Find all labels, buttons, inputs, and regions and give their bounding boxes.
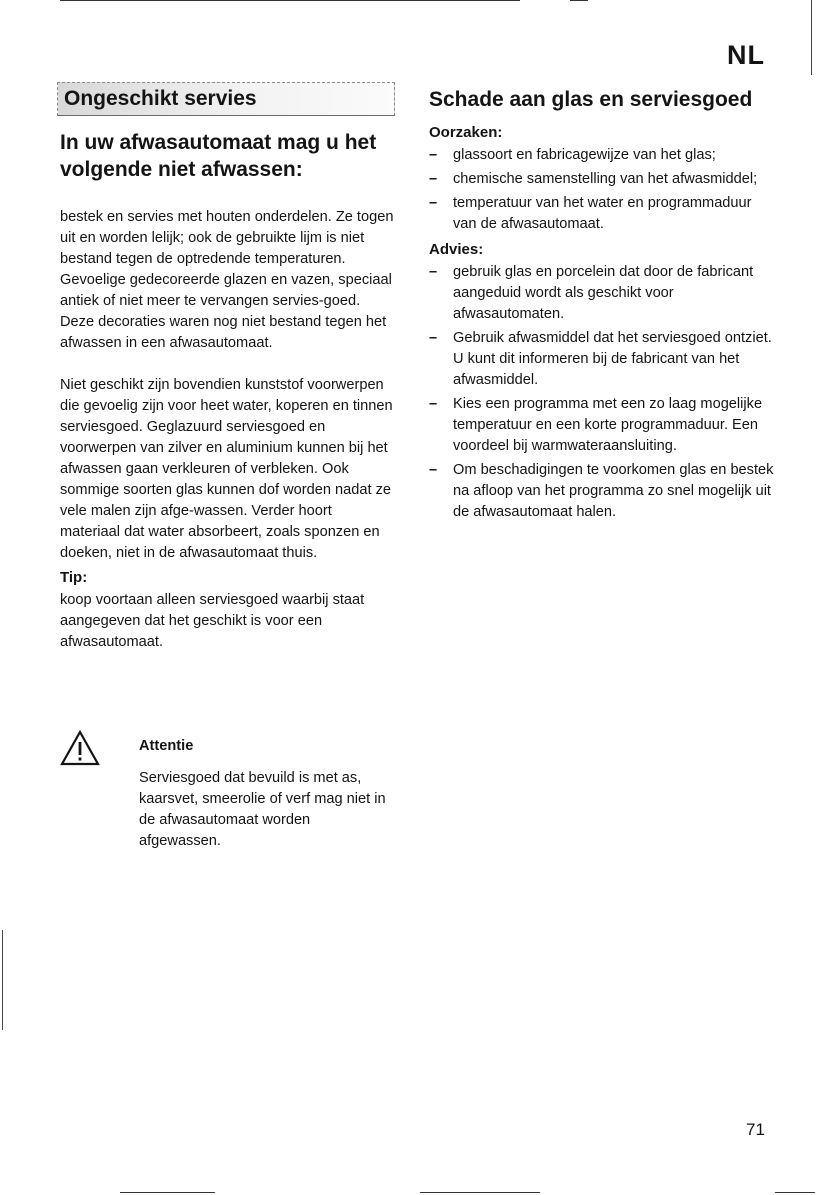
advice-list — [429, 262, 774, 523]
tip-label: Tip: — [60, 569, 88, 586]
list-item-text: temperatuur van het water en programmaduur van de afwasautomaat. — [453, 195, 752, 232]
dash-bullet: – — [429, 396, 438, 412]
list-item — [429, 193, 774, 235]
list-item-text: glassoort en fabricagewijze van het glas; — [453, 147, 716, 163]
dash-bullet: – — [429, 147, 438, 163]
right-heading: Schade aan glas en serviesgoed — [429, 88, 753, 111]
list-item — [429, 460, 774, 523]
paragraph-spacer — [60, 354, 395, 375]
left-column — [60, 129, 395, 653]
warning-title: Attentie — [139, 738, 194, 754]
list-item — [429, 262, 774, 325]
bottom-edge-rule-3 — [775, 1192, 815, 1193]
top-edge-rule — [60, 0, 520, 1]
dash-bullet: – — [429, 462, 438, 478]
dash-bullet: – — [429, 264, 438, 280]
bottom-edge-rule — [120, 1192, 215, 1193]
list-item-text: chemische samenstelling van het afwasmiddel; — [453, 171, 758, 187]
dash-bullet: – — [429, 195, 438, 211]
list-item — [429, 328, 774, 391]
advice-label: Advies: — [429, 241, 484, 258]
section-title: Ongeschikt servies — [64, 87, 257, 110]
page-number: 71 — [746, 1120, 765, 1139]
top-edge-rule-short — [570, 0, 588, 1]
causes-label: Oorzaken: — [429, 124, 503, 141]
dash-bullet: – — [429, 330, 438, 346]
causes-list — [429, 145, 774, 235]
tip-text: koop voortaan alleen serviesgoed waarbij staat aangegeven dat het geschikt is voor een afwasautomaat. — [60, 592, 365, 650]
right-column — [429, 86, 774, 526]
left-heading: In uw afwasautomaat mag u het volgende niet afwassen: — [60, 131, 377, 181]
dash-bullet: – — [429, 171, 438, 187]
left-paragraph-2: Niet geschikt zijn bovendien kunststof voorwerpen die gevoelig zijn voor heet water, koperen en tinnen serviesgoed. Geglazuurd serviesgoed en voorwerpen van zilver en aluminium kunnen bij het afwassen gaan verkleuren of verbleken. Ook sommige soorten glas kunnen dof worden nadat ze vele malen zijn afge-wassen. Verder hoort materiaal dat water absorbeert, zoals sponzen en doeken, niet in de afwasautomaat thuis. — [60, 377, 393, 561]
list-item — [429, 169, 774, 190]
list-item — [429, 145, 774, 166]
list-item-text: Om beschadigingen te voorkomen glas en bestek na afloop van het programma zo snel mogelijk uit de afwasautomaat halen. — [453, 462, 774, 520]
left-edge-line — [2, 930, 3, 1030]
list-item-text: Kies een programma met een zo laag mogelijke temperatuur en een korte programmaduur. Een voordeel bij warmwateraansluiting. — [453, 396, 763, 454]
left-paragraph-1: bestek en servies met houten onderdelen. Ze togen uit en worden lelijk; ook de gebruikte lijm is niet bestand tegen de optredende temperaturen. Gevoelige gedecoreerde glazen en vazen, speciaal antiek of niet meer te vervangen servies-goed. Deze decoraties waren nog niet bestand tegen het afwassen in een afwasautomaat. — [60, 209, 394, 351]
right-edge-line — [811, 0, 812, 75]
bottom-edge-rule-2 — [420, 1192, 540, 1193]
warning-text: Serviesgoed dat bevuild is met as, kaarsvet, smeerolie of verf mag niet in de afwasautomaat worden afgewassen. — [139, 770, 386, 849]
list-item — [429, 394, 774, 457]
language-code: NL — [727, 40, 765, 70]
list-item-text: gebruik glas en porcelein dat door de fabricant aangeduid wordt als geschikt voor afwasautomaten. — [453, 264, 754, 322]
list-item-text: Gebruik afwasmiddel dat het serviesgoed ontziet. U kunt dit informeren bij de fabricant van het afwasmiddel. — [453, 330, 772, 388]
warning-triangle-icon — [60, 730, 100, 766]
